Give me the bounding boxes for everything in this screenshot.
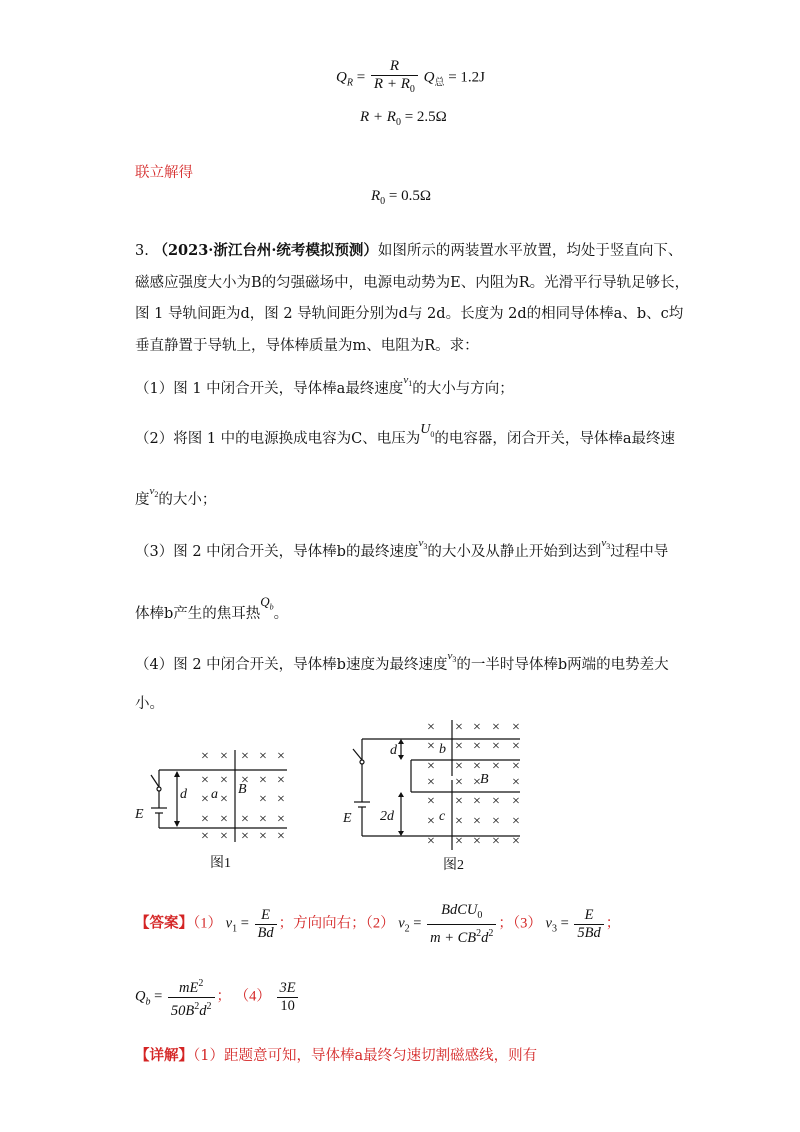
question-4: （4）图 2 中闭合开关，导体棒b速度为最终速度$v_3$的一半时导体棒b两端的电势差大 (135, 650, 669, 673)
figure-1 (125, 745, 300, 875)
svg-text:×: × (220, 749, 228, 764)
svg-text:×: × (277, 773, 285, 788)
label-2d: 2d (380, 809, 394, 824)
svg-text:×: × (492, 720, 500, 735)
svg-text:×: × (427, 834, 435, 849)
svg-text:×: × (201, 773, 209, 788)
svg-text:×: × (512, 739, 520, 754)
svg-text:×: × (427, 794, 435, 809)
svg-text:×: × (512, 834, 520, 849)
svg-text:×: × (473, 759, 481, 774)
question-4-cont: 小。 (135, 696, 164, 712)
label-d: d (390, 743, 397, 758)
label-d: d (180, 787, 187, 802)
svg-text:×: × (455, 834, 463, 849)
problem-line-2: 磁感应强度大小为B的匀强磁场中，电源电动势为E、内阻为R。光滑平行导轨足够长， (135, 275, 690, 291)
problem-line-3: 图 1 导轨间距为d，图 2 导轨间距分别为d与 2d。长度为 2d的相同导体棒a、b、c均 (135, 306, 684, 322)
figure-1-caption: 图1 (210, 856, 231, 871)
svg-text:×: × (492, 794, 500, 809)
svg-text:×: × (473, 814, 481, 829)
svg-text:×: × (473, 834, 481, 849)
question-3-cont: 体棒b产生的焦耳热$Q_b$。 (135, 594, 289, 622)
svg-text:×: × (241, 749, 249, 764)
svg-text:×: × (201, 792, 209, 807)
svg-text:×: × (492, 739, 500, 754)
formula-q-r: $Q_R$ = $\frac{R}{R + R_0}$ $Q_总 = 1.2J$ (336, 58, 485, 98)
question-2: （2）将图 1 中的电源换成电容为C、电压为$U_0$的电容器，闭合开关，导体棒a最终速 (135, 422, 676, 447)
svg-text:×: × (427, 775, 435, 790)
svg-text:×: × (277, 812, 285, 827)
figure-2 (330, 712, 560, 877)
label-B: B (238, 782, 247, 797)
svg-text:×: × (201, 812, 209, 827)
svg-text:×: × (492, 834, 500, 849)
svg-text:×: × (259, 773, 267, 788)
formula-r-sum: $R + R_0 = 2.5\Omega$ (360, 109, 447, 128)
svg-text:×: × (427, 814, 435, 829)
label-E: E (343, 811, 352, 826)
svg-text:×: × (427, 759, 435, 774)
svg-text:×: × (473, 739, 481, 754)
solve-label: 联立解得 (135, 165, 193, 181)
svg-text:×: × (455, 794, 463, 809)
svg-text:×: × (455, 739, 463, 754)
answer-line-2: $Q_b$ = $\frac{mE^2}{50B^2d^2}$ ； （4） $\frac{3E}{10}$ (135, 975, 301, 1020)
svg-text:×: × (512, 794, 520, 809)
svg-text:×: × (512, 775, 520, 790)
detail-tag: 【详解】 (135, 1047, 193, 1064)
problem-number: 3. (135, 243, 149, 259)
label-E: E (135, 807, 144, 822)
svg-text:×: × (259, 812, 267, 827)
svg-text:×: × (473, 720, 481, 735)
svg-text:×: × (277, 829, 285, 844)
label-B: B (480, 772, 489, 787)
svg-text:×: × (277, 749, 285, 764)
answer-line-1: 【答案】（1） $v_1$ = $\frac{E}{Bd}$ ；方向向右；（2） $v_2$ = $\frac{BdCU_0}{m + CB^2d^2}$ ；（3） $v_3$ = $\frac{E}{5Bd}$ ； (135, 902, 621, 946)
svg-text:×: × (455, 720, 463, 735)
problem-line-4: 垂直静置于导轨上，导体棒质量为m、电阻为R。求： (135, 338, 479, 354)
svg-text:×: × (241, 812, 249, 827)
svg-text:×: × (512, 759, 520, 774)
svg-text:×: × (512, 814, 520, 829)
problem-source: （2023·浙江台州·统考模拟预测） (153, 242, 378, 259)
svg-text:×: × (455, 759, 463, 774)
svg-text:×: × (427, 739, 435, 754)
svg-text:×: × (473, 775, 481, 790)
fraction: $\frac{R}{R + R_0}$ (371, 58, 418, 98)
svg-text:×: × (259, 829, 267, 844)
svg-text:×: × (427, 720, 435, 735)
svg-text:×: × (241, 829, 249, 844)
label-a: a (211, 787, 218, 802)
label-c: c (439, 809, 446, 824)
svg-text:×: × (492, 814, 500, 829)
problem-line-1: 3. （2023·浙江台州·统考模拟预测）如图所示的两装置水平放置，均处于竖直向下、 (135, 242, 683, 259)
svg-text:×: × (220, 812, 228, 827)
svg-text:×: × (259, 749, 267, 764)
svg-text:×: × (455, 814, 463, 829)
answer-tag: 【答案】 (135, 915, 193, 932)
svg-text:×: × (512, 720, 520, 735)
svg-text:×: × (241, 773, 249, 788)
question-2-cont: 度$v_2$的大小； (135, 485, 217, 508)
svg-text:×: × (492, 759, 500, 774)
svg-text:×: × (259, 792, 267, 807)
svg-text:×: × (220, 773, 228, 788)
detail-line: 【详解】（1）距题意可知，导体棒a最终匀速切割磁感线，则有 (135, 1047, 538, 1064)
svg-text:×: × (201, 829, 209, 844)
svg-text:×: × (473, 794, 481, 809)
question-1: （1）图 1 中闭合开关，导体棒a最终速度$v_1$的大小与方向； (135, 374, 514, 397)
svg-text:×: × (220, 829, 228, 844)
figure-2-caption: 图2 (443, 858, 464, 873)
svg-text:×: × (201, 749, 209, 764)
question-3: （3）图 2 中闭合开关，导体棒b的最终速度$v_3$的大小及从静止开始到达到$v_3$过程中导 (135, 537, 669, 560)
formula-r0: $R_0 = 0.5\Omega$ (371, 188, 432, 207)
svg-text:×: × (455, 775, 463, 790)
svg-text:×: × (277, 792, 285, 807)
svg-text:×: × (220, 792, 228, 807)
label-b: b (439, 742, 446, 757)
